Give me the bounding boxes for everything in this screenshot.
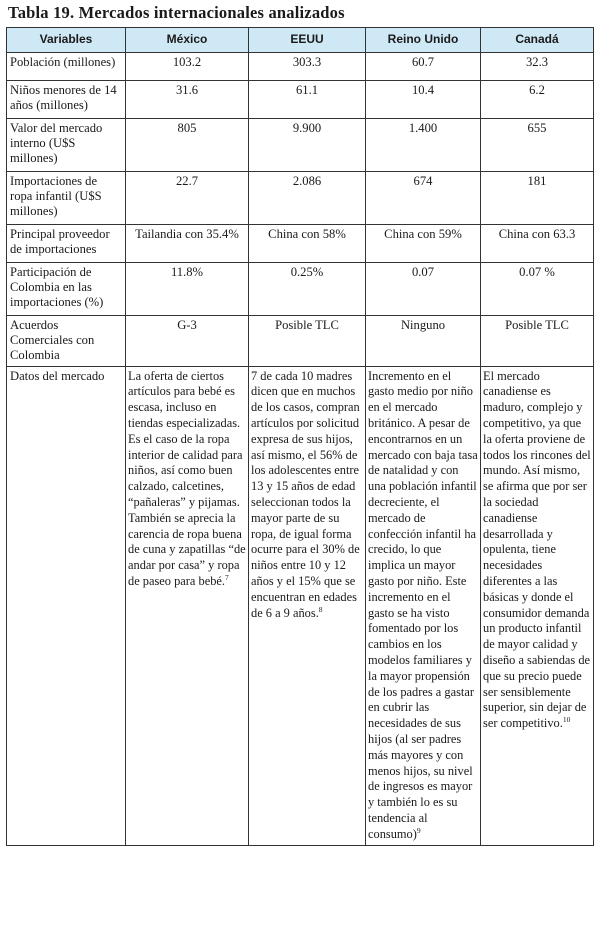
cell-mexico: G-3	[126, 316, 249, 367]
market-text: Incremento en el gasto medio por niño en el mercado británico. A pesar de encontrarnos en un mercado con baja tasa de natalidad y con una población infantil decreciente, el mercado de confección infantil ha crecido, lo que implica un mayor gasto por niño. Este incremento en el gasto se ha visto fomentado por los cambios en los modelos familiares y la mayor propensión de los padres a gastar en cubrir las necesidades de sus hijos (al ser padres más mayores y con menos hijos, su nivel de ingresos es mayor y también lo es su tendencia al consumo)	[368, 368, 478, 841]
footnote-ref: 9	[416, 825, 421, 835]
row-label: Importaciones de ropa infantil (U$S millones)	[7, 172, 126, 225]
footnote-ref: 7	[225, 572, 229, 582]
cell-reino-unido: 674	[366, 172, 481, 225]
cell-mexico: 22.7	[126, 172, 249, 225]
row-valor-mercado	[7, 119, 594, 172]
footnote-ref: 10	[562, 715, 571, 725]
header-mexico: México	[126, 28, 249, 53]
header-reino-unido: Reino Unido	[366, 28, 481, 53]
cell-reino-unido: China con 59%	[366, 225, 481, 263]
cell-reino-unido: 0.07	[366, 263, 481, 316]
cell-eeuu: 0.25%	[249, 263, 366, 316]
markets-table	[6, 27, 594, 846]
header-row	[7, 28, 594, 53]
cell-mexico: 103.2	[126, 53, 249, 81]
cell-eeuu: China con 58%	[249, 225, 366, 263]
cell-canada: 6.2	[481, 81, 594, 119]
market-text-mexico	[126, 366, 249, 845]
cell-canada: 181	[481, 172, 594, 225]
cell-mexico: 805	[126, 119, 249, 172]
table-title: Tabla 19. Mercados internacionales analizados	[8, 3, 345, 22]
cell-eeuu: 303.3	[249, 53, 366, 81]
row-acuerdos	[7, 316, 594, 367]
cell-eeuu: 9.900	[249, 119, 366, 172]
row-label: Principal proveedor de importaciones	[7, 225, 126, 263]
row-participacion	[7, 263, 594, 316]
cell-eeuu: 61.1	[249, 81, 366, 119]
market-text-eeuu	[249, 366, 366, 845]
cell-eeuu: Posible TLC	[249, 316, 366, 367]
cell-canada: 32.3	[481, 53, 594, 81]
row-ninos	[7, 81, 594, 119]
market-text: El mercado canadiense es maduro, complejo y competitivo, ya que la oferta proviene de todos los rincones del mundo. Así mismo, se afirma que por ser la sociedad canadiense desarrollada y opulenta, tiene necesidades diferentes a las básicas y donde el consumidor demanda un producto infantil de mayor calidad y diseño a sabiendas de que su precio puede ser sensiblemente superior, sin dejar de ser competitivo.	[483, 368, 591, 731]
cell-canada: Posible TLC	[481, 316, 594, 367]
header-eeuu: EEUU	[249, 28, 366, 53]
header-canada: Canadá	[481, 28, 594, 53]
row-label: Niños menores de 14 años (millones)	[7, 81, 126, 119]
cell-canada: 655	[481, 119, 594, 172]
cell-mexico: Tailandia con 35.4%	[126, 225, 249, 263]
cell-canada: 0.07 %	[481, 263, 594, 316]
cell-reino-unido: 60.7	[366, 53, 481, 81]
cell-reino-unido: 1.400	[366, 119, 481, 172]
row-label: Valor del mercado interno (U$S millones)	[7, 119, 126, 172]
row-datos-mercado	[7, 366, 594, 845]
market-text-canada	[481, 366, 594, 845]
cell-reino-unido: 10.4	[366, 81, 481, 119]
market-text: 7 de cada 10 madres dicen que en muchos de los casos, compran artículos por solicitud expresa de sus hijos, así mismo, el 56% de los adolescentes entre 13 y 15 años de edad seleccionan todos la mayor parte de su ropa, de igual forma ocurre para el 30% de niños entre 10 y 12 años y el 15% que se encuentran en edades de 6 a 9 años.	[251, 368, 360, 620]
cell-eeuu: 2.086	[249, 172, 366, 225]
cell-mexico: 11.8%	[126, 263, 249, 316]
row-poblacion	[7, 53, 594, 81]
cell-reino-unido: Ninguno	[366, 316, 481, 367]
row-label: Datos del mercado	[7, 366, 126, 845]
header-variables: Variables	[7, 28, 126, 53]
market-text-reino-unido	[366, 366, 481, 845]
cell-mexico: 31.6	[126, 81, 249, 119]
row-label: Población (millones)	[7, 53, 126, 81]
market-text: La oferta de ciertos artículos para bebé es escasa, incluso en tiendas especializadas. Es el caso de la ropa interior de calidad para niños, así como buen calzado, calcetines, “pañaleras” y pijamas. También se aprecia la carencia de ropa buena de cuna y zapatillas “de andar por casa” y ropa de paseo para bebé.	[128, 368, 246, 588]
cell-canada: China con 63.3	[481, 225, 594, 263]
row-proveedor	[7, 225, 594, 263]
row-label: Acuerdos Comerciales con Colombia	[7, 316, 126, 367]
footnote-ref: 8	[318, 604, 323, 614]
row-importaciones	[7, 172, 594, 225]
row-label: Participación de Colombia en las importaciones (%)	[7, 263, 126, 316]
